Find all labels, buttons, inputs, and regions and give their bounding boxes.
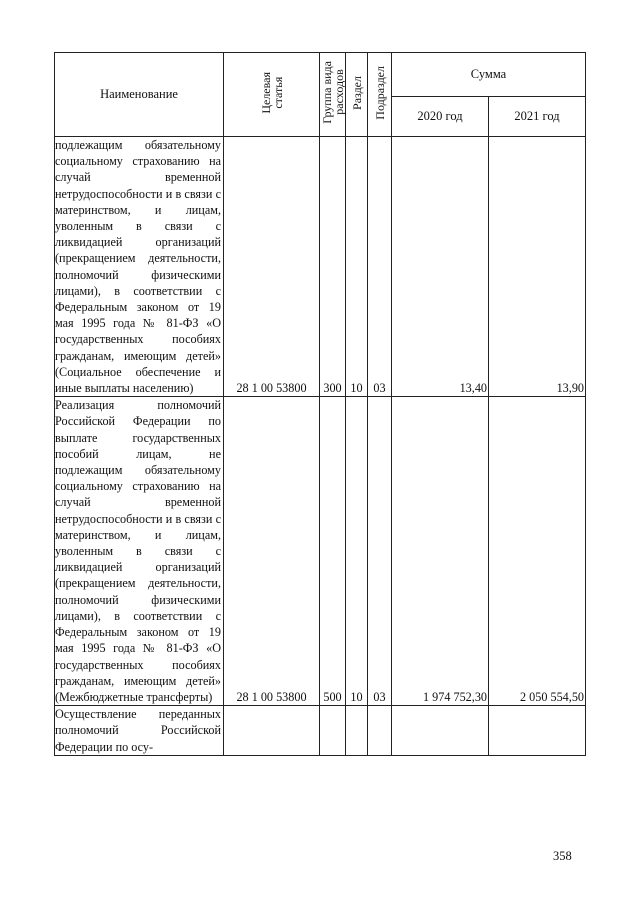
row-name: Реализация полномочий Российской Федерации по выплате государственных пособий лицам, не подлежащим обязательному социальному страхованию на случай временной нетрудоспособности и в связи с материнством, и лицам, уволенным в связи с ликвидацией организаций (прекращением деятельности, полномочий физическими лицами), в соответствии с Федеральным законом от 19 мая 1995 года № 81-ФЗ «О государственных пособиях гражданам, имеющим детей» (Межбюджетные трансферты) <box>55 397 224 706</box>
row-sum-2021: 13,90 <box>489 137 586 397</box>
row-expense-group <box>320 706 346 756</box>
header-section: Раздел <box>346 53 368 137</box>
row-name: Осуществление переданных полномочий Российской Федерации по осу- <box>55 706 224 756</box>
row-subsection: 03 <box>368 397 392 706</box>
row-sum-2021 <box>489 706 586 756</box>
header-expense-group: Группа вида расходов <box>320 53 346 137</box>
row-expense-group: 300 <box>320 137 346 397</box>
row-subsection <box>368 706 392 756</box>
table-row <box>55 397 586 706</box>
row-section <box>346 706 368 756</box>
row-name: подлежащим обязательному социальному страхованию на случай временной нетрудоспособности и в связи с материнством, и лицам, уволенным в связи с ликвидацией организаций (прекращением деятельности, полномочий физическими лицами), в соответствии с Федеральным законом от 19 мая 1995 года № 81-ФЗ «О государственных пособиях гражданам, имеющим детей» (Социальное обеспечение и иные выплаты населению) <box>55 137 224 397</box>
budget-table <box>54 52 586 756</box>
row-section: 10 <box>346 397 368 706</box>
row-sum-2020: 13,40 <box>392 137 489 397</box>
header-year-2021: 2021 год <box>489 97 586 137</box>
row-sum-2021: 2 050 554,50 <box>489 397 586 706</box>
header-subsection: Подраздел <box>368 53 392 137</box>
row-expense-group: 500 <box>320 397 346 706</box>
header-sum: Сумма <box>392 53 586 97</box>
page-number: 358 <box>553 849 572 863</box>
row-subsection: 03 <box>368 137 392 397</box>
table-header <box>55 53 586 137</box>
row-target-article <box>224 706 320 756</box>
header-name: Наименование <box>55 53 224 137</box>
header-target-article: Целевая статья <box>224 53 320 137</box>
header-year-2020: 2020 год <box>392 97 489 137</box>
row-section: 10 <box>346 137 368 397</box>
table-row <box>55 706 586 756</box>
table-row <box>55 137 586 397</box>
row-sum-2020 <box>392 706 489 756</box>
row-sum-2020: 1 974 752,30 <box>392 397 489 706</box>
row-target-article: 28 1 00 53800 <box>224 397 320 706</box>
row-target-article: 28 1 00 53800 <box>224 137 320 397</box>
